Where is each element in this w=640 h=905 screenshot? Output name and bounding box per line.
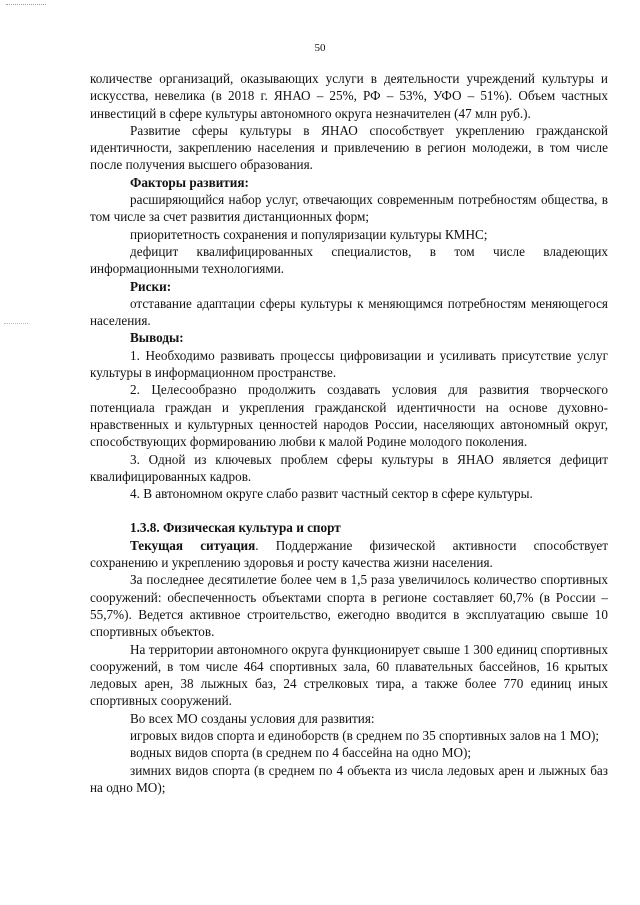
- conclusion-item-2: 2. Целесообразно продолжить создавать условия для развития творческого потенциала граждан и укрепления гражданской идентичности на основе духовно-нравственных и культурных ценностей народов России, населяющих автономный округ, способствующих формированию любви к малой Родине молодого поколения.: [90, 382, 608, 450]
- document-body: [90, 70, 608, 796]
- scan-corner-mark: [6, 4, 46, 6]
- condition-item-winter: зимних видов спорта (в среднем по 4 объекта из числа ледовых арен и лыжных баз на одно МО);: [90, 762, 608, 795]
- page-number: 50: [314, 42, 326, 54]
- paragraph-sport-facilities-count: На территории автономного округа функционирует свыше 1 300 единиц спортивных сооружений, в том числе 464 спортивных зала, 60 плавательных бассейнов, 16 крытых ледовых арен, 38 лыжных баз, 24 стрелковых тира, а также более 770 единиц иных спортивных сооружений.: [90, 641, 608, 709]
- paragraph-current-situation: [90, 537, 608, 572]
- risk-item-adaptation: отставание адаптации сферы культуры к меняющимся потребностям меняющегося населения.: [90, 295, 608, 329]
- scan-margin-mark: [4, 323, 28, 325]
- paragraph-sport-facilities-growth: За последнее десятилетие более чем в 1,5 раза увеличилось количество спортивных сооружений: обеспеченность объектами спорта в регионе составляет 60,7% (в России – 55,7%). Ведется активное строительство, ежегодно вводится в эксплуатацию свыше 10 спортивных объектов.: [90, 572, 608, 640]
- heading-conclusions: Выводы:: [130, 330, 184, 346]
- paragraph-conditions-intro: Во всех МО созданы условия для развития:: [130, 710, 375, 726]
- conclusion-item-1: 1. Необходимо развивать процессы цифровизации и усиливать присутствие услуг культуры в информационном пространстве.: [90, 347, 608, 381]
- section-title-sport: 1.3.8. Физическая культура и спорт: [130, 520, 341, 536]
- factor-item-kmns: приоритетность сохранения и популяризации культуры КМНС;: [130, 226, 488, 242]
- factor-item-specialists: дефицит квалифицированных специалистов, в том числе владеющих информационными технологиями.: [90, 243, 608, 277]
- current-situation-label: Текущая ситуация: [130, 537, 256, 553]
- conclusion-item-3: 3. Одной из ключевых проблем сферы культуры в ЯНАО является дефицит квалифицированных кадров.: [90, 451, 608, 484]
- conclusion-item-4: 4. В автономном округе слабо развит частный сектор в сфере культуры.: [130, 486, 533, 502]
- paragraph-culture-share: количестве организаций, оказывающих услуги в деятельности учреждений культуры и искусства, невелика (в 2018 г. ЯНАО – 25%, РФ – 53%, УФО – 51%). Объем частных инвестиций в сфере культуры автономного округа незначителен (47 млн руб.).: [90, 71, 608, 121]
- condition-item-games: игровых видов спорта и единоборств (в среднем по 35 спортивных залов на 1 МО);: [130, 727, 600, 743]
- heading-risks: Риски:: [130, 278, 172, 294]
- current-situation-text: . Поддержание физической активности способствует сохранению и укреплению здоровья и росту качества жизни населения.: [90, 537, 608, 571]
- heading-development-factors: Факторы развития:: [130, 174, 249, 190]
- condition-item-water: водных видов спорта (в среднем по 4 бассейна на одно МО);: [130, 745, 472, 761]
- paragraph-culture-development: Развитие сферы культуры в ЯНАО способствует укреплению гражданской идентичности, закреплению населения и привлечению в регион молодежи, в том числе после получения высшего образования.: [90, 122, 608, 173]
- factor-item-services: расширяющийся набор услуг, отвечающих современным потребностям общества, в том числе за счет развития дистанционных форм;: [90, 192, 608, 225]
